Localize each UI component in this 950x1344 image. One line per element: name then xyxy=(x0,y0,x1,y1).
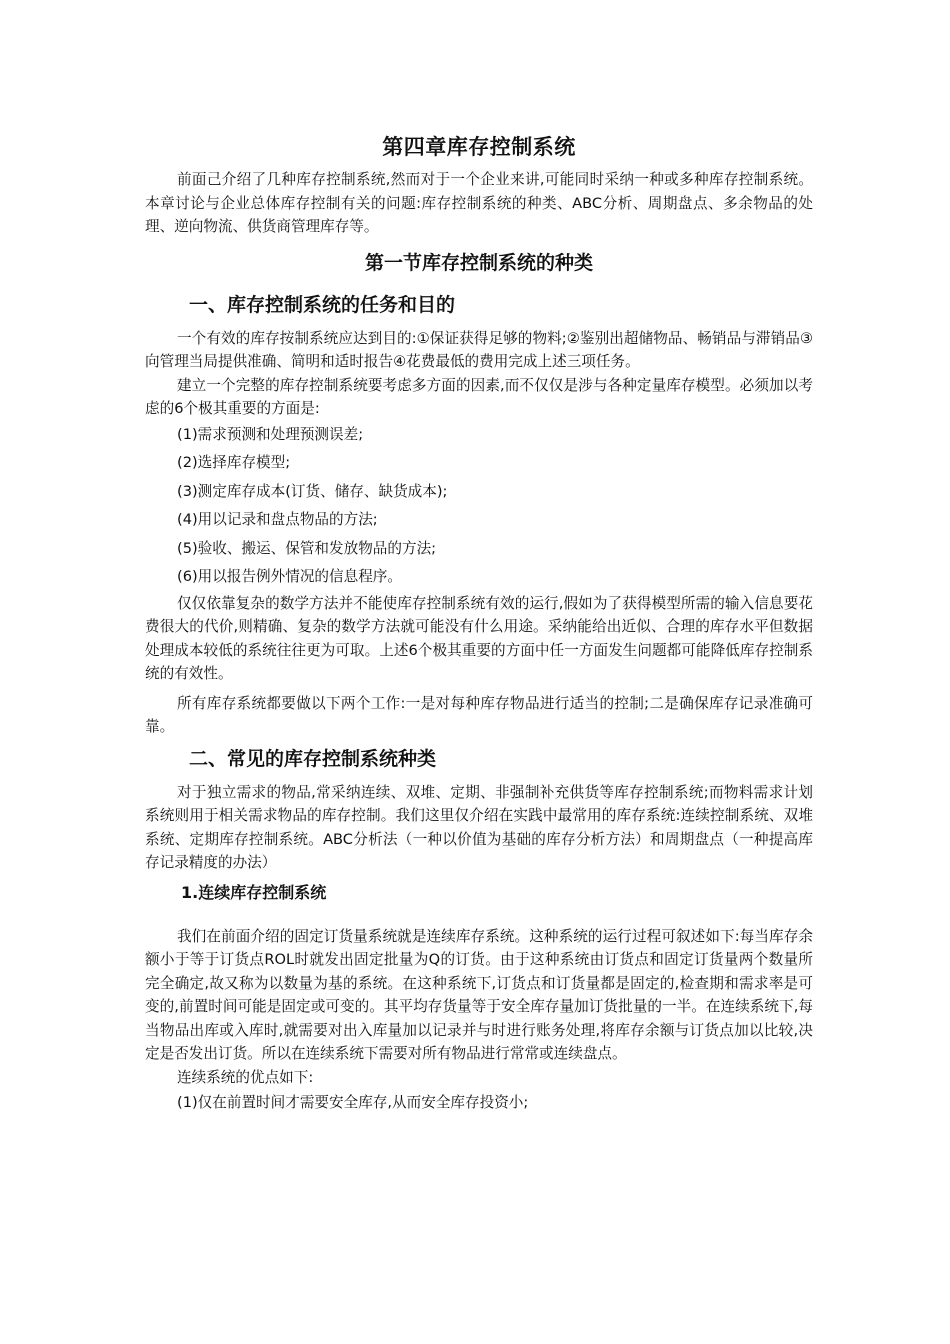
list-item: (1)仅在前置时间才需要安全库存,从而安全库存投资小; xyxy=(177,1094,529,1111)
list-item: (3)测定库存成本(订货、储存、缺货成本); xyxy=(177,482,448,500)
paragraph: 仅仅依靠复杂的数学方法并不能使库存控制系统有效的运行,假如为了获得模型所需的输入信息要花费很大的代价,则精确、复杂的数学方法就可能没有什么用途。采纳能给出近似、合理的库存水平但数据处理成本较低的系统往往更为可取。上述6个极其重要的方面中任一方面发生问题都可能降低库存控制系统的有效性。 xyxy=(145,594,813,682)
paragraph: 建立一个完整的库存控制系统要考虑多方面的因素,而不仅仅是涉与各种定量库存模型。必须加以考虑的6个极其重要的方面是: xyxy=(145,376,813,417)
paragraph: 一个有效的库存按制系统应达到目的:①保证获得足够的物料;②鉴别出超储物品、畅销品与滞销品③向管理当局提供准确、简明和适时报告④花费最低的费用完成上述三项任务。 xyxy=(145,329,813,370)
list-item: (1)需求预测和处理预测误差; xyxy=(177,425,364,443)
list-item: (2)选择库存模型; xyxy=(177,454,291,471)
list-item: (4)用以记录和盘点物品的方法; xyxy=(177,511,378,528)
intro-paragraph: 前面己介绍了几种库存控制系统,然而对于一个企业来讲,可能同时采纳一种或多种库存控制系统。本章讨论与企业总体库存控制有关的问题:库存控制系统的种类、ABC分析、周期盘点、多余物品的处理、逆向物流、供货商管理库存等。 xyxy=(145,171,813,235)
heading-part1: 一、库存控制系统的任务和目的 xyxy=(189,293,456,316)
paragraph: 对于独立需求的物品,常采纳连续、双堆、定期、非强制补充供货等库存控制系统;而物料需求计划系统则用于相关需求物品的库存控制。我们这里仅介绍在实践中最常用的库存系统:连续控制系统、双堆系统、定期库存控制系统。ABC分析法（一种以价值为基础的库存分析方法）和周期盘点（一种提高库存记录精度的办法） xyxy=(145,783,813,871)
paragraph: 所有库存系统都要做以下两个工作:一是对每种库存物品进行适当的控制;二是确保库存记录准确可靠。 xyxy=(145,694,813,735)
paragraph: 连续系统的优点如下: xyxy=(177,1068,314,1086)
paragraph: 我们在前面介绍的固定订货量系统就是连续库存系统。这种系统的运行过程可叙述如下:每当库存余额小于等于订货点ROL时就发出固定批量为Q的订货。由于这种系统由订货点和固定订货量两个数量所完全确定,故又称为以数量为基的系统。在这种系统下,订货点和订货量都是固定的,检查期和需求率是可变的,前置时间可能是固定或可变的。其平均存货量等于安全库存量加订货批量的一半。在连续系统下,每当物品出库或入库时,就需要对出入库量加以记录并与时进行账务处理,将库存余额与订货点加以比较,决定是否发出订货。所以在连续系统下需要对所有物品进行常常或连续盘点。 xyxy=(145,927,813,1062)
list-item: (5)验收、搬运、保管和发放物品的方法; xyxy=(177,539,437,557)
chapter-title: 第四章库存控制系统 xyxy=(382,135,576,159)
heading-subsection: 1.连续库存控制系统 xyxy=(181,882,327,902)
document-page xyxy=(145,132,813,1118)
heading-part2: 二、常见的库存控制系统种类 xyxy=(189,747,437,770)
section-title: 第一节库存控制系统的种类 xyxy=(364,251,593,274)
list-item: (6)用以报告例外情况的信息程序。 xyxy=(177,568,402,585)
